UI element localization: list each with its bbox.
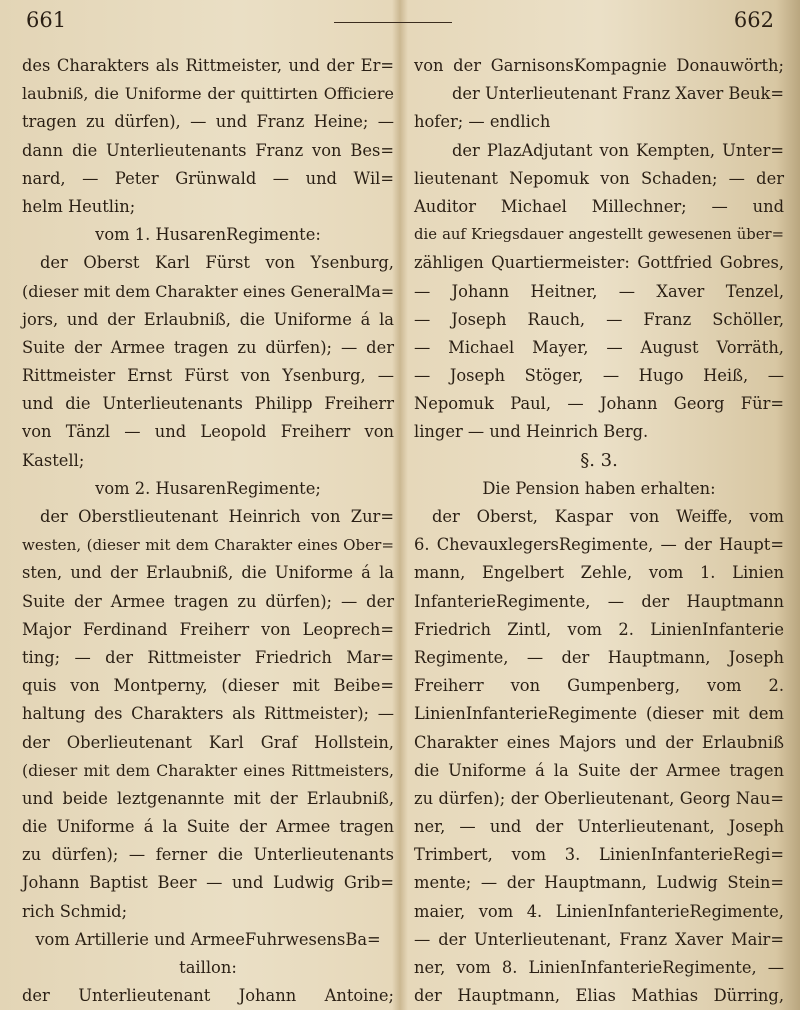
text-line: Regimente, — der Hauptmann, Joseph xyxy=(414,647,784,667)
text-line: sten, und der Erlaubniß, die Uniforme á la xyxy=(22,563,394,583)
text-line: der Hauptmann, Elias Mathias Dürring, xyxy=(414,986,784,1006)
text-line: tragen zu dürfen), — und Franz Heine; — xyxy=(22,112,394,132)
text-line: die auf Kriegsdauer angestellt gewesenen über= xyxy=(414,226,784,244)
text-line: laubniß, die Uniforme der quittirten Officiere xyxy=(22,84,394,104)
text-line: der Oberstlieutenant Heinrich von Zur= xyxy=(40,507,394,526)
text-line: hofer; — endlich xyxy=(414,112,551,132)
text-line: die Uniforme á la Suite der Armee tragen xyxy=(414,760,784,780)
text-line: maier, vom 4. LinienInfanterieRegimente, xyxy=(414,901,784,921)
text-line: Kastell; xyxy=(22,450,85,470)
regiment-heading: vom Artillerie und ArmeeFuhrwesensBa= xyxy=(35,929,381,949)
text-line: mente; — der Hauptmann, Ludwig Stein= xyxy=(414,873,784,893)
text-line: (dieser mit dem Charakter eines Rittmeisters, xyxy=(22,760,394,780)
text-line: — Joseph Stöger, — Hugo Heiß, — xyxy=(414,366,784,386)
text-line: und beide leztgenannte mit der Erlaubniß, xyxy=(22,788,394,808)
text-line: der Unterlieutenant Johann Antoine; xyxy=(22,986,394,1006)
subsection-heading: Die Pension haben erhalten: xyxy=(482,478,716,498)
text-line: Johann Baptist Beer — und Ludwig Grib= xyxy=(22,873,394,893)
text-line: — Michael Mayer, — August Vorräth, xyxy=(414,337,784,357)
text-line: InfanterieRegimente, — der Hauptmann xyxy=(414,591,784,611)
text-line: Freiherr von Gumpenberg, vom 2. xyxy=(414,676,784,696)
text-line: linger — und Heinrich Berg. xyxy=(414,422,649,442)
text-line: des Charakters als Rittmeister, und der Er= xyxy=(22,56,394,75)
text-line: westen, (dieser mit dem Charakter eines Ober= xyxy=(22,536,394,555)
text-line: zu dürfen); — ferner die Unterlieutenants xyxy=(22,845,394,865)
text-line: haltung des Charakters als Rittmeister); — xyxy=(22,704,394,724)
text-line: der PlazAdjutant von Kempten, Unter= xyxy=(452,140,784,160)
text-line: Suite der Armee tragen zu dürfen); — der xyxy=(22,337,394,357)
text-line: — der Unterlieutenant, Franz Xaver Mair= xyxy=(414,929,784,949)
text-line: der Oberst Karl Fürst von Ysenburg, xyxy=(40,253,394,273)
regiment-heading: taillon: xyxy=(179,958,237,977)
text-line: Charakter eines Majors und der Erlaubniß xyxy=(414,732,784,752)
right-page-text xyxy=(414,52,784,1010)
text-line: Suite der Armee tragen zu dürfen); — der xyxy=(22,591,394,611)
text-line: nard, — Peter Grünwald — und Wil= xyxy=(22,168,394,188)
text-line: der Oberst, Kaspar von Weiffe, vom xyxy=(432,507,784,526)
text-line: mann, Engelbert Zehle, vom 1. Linien xyxy=(414,563,784,583)
text-line: zähligen Quartiermeister: Gottfried Gobres, xyxy=(414,253,784,273)
text-line: ting; — der Rittmeister Friedrich Mar= xyxy=(22,647,394,667)
text-line: — Joseph Rauch, — Franz Schöller, xyxy=(414,309,784,329)
text-line: der Oberlieutenant Karl Graf Hollstein, xyxy=(22,732,394,752)
regiment-heading: vom 2. HusarenRegimente; xyxy=(95,478,321,498)
text-line: Friedrich Zintl, vom 2. LinienInfanterie xyxy=(414,619,784,639)
text-line: helm Heutlin; xyxy=(22,196,136,216)
text-line: rich Schmid; xyxy=(22,901,128,921)
text-line: ner, vom 8. LinienInfanterieRegimente, — xyxy=(414,958,784,977)
regiment-heading: vom 1. HusarenRegimente: xyxy=(95,225,321,245)
text-line: ner, — und der Unterlieutenant, Joseph xyxy=(414,817,784,837)
text-line: und die Unterlieutenants Philipp Freiherr xyxy=(22,394,394,414)
page-number-right: 662 xyxy=(733,8,774,32)
text-line: lieutenant Nepomuk von Schaden; — der xyxy=(414,168,784,188)
text-line: 6. ChevauxlegersRegimente, — der Haupt= xyxy=(414,535,784,555)
text-line: zu dürfen); der Oberlieutenant, Georg Nau= xyxy=(414,788,784,808)
text-line: Rittmeister Ernst Fürst von Ysenburg, — xyxy=(22,366,394,386)
text-line: Auditor Michael Millechner; — und xyxy=(414,196,784,216)
section-heading: §. 3. xyxy=(580,449,618,471)
text-line: (dieser mit dem Charakter eines GeneralMa= xyxy=(22,281,395,301)
text-line: LinienInfanterieRegimente (dieser mit dem xyxy=(414,704,784,724)
text-line: — Johann Heitner, — Xaver Tenzel, xyxy=(414,281,784,301)
text-line: dann die Unterlieutenants Franz von Bes= xyxy=(22,140,394,160)
page-number-left: 661 xyxy=(26,8,67,32)
text-line: der Unterlieutenant Franz Xaver Beuk= xyxy=(452,84,785,104)
right-page xyxy=(404,0,800,1010)
text-line: jors, und der Erlaubniß, die Uniforme á la xyxy=(22,309,394,329)
text-line: die Uniforme á la Suite der Armee tragen xyxy=(22,817,394,837)
text-line: Nepomuk Paul, — Johann Georg Für= xyxy=(414,394,784,414)
text-line: von der GarnisonsKompagnie Donauwörth; xyxy=(414,56,784,75)
text-line: von Tänzl — und Leopold Freiherr von xyxy=(22,422,394,442)
text-line: Major Ferdinand Freiherr von Leoprech= xyxy=(22,619,394,639)
text-line: quis von Montperny, (dieser mit Beibe= xyxy=(22,676,394,696)
left-page-text xyxy=(22,52,394,1010)
text-line: Trimbert, vom 3. LinienInfanterieRegi= xyxy=(414,845,784,865)
